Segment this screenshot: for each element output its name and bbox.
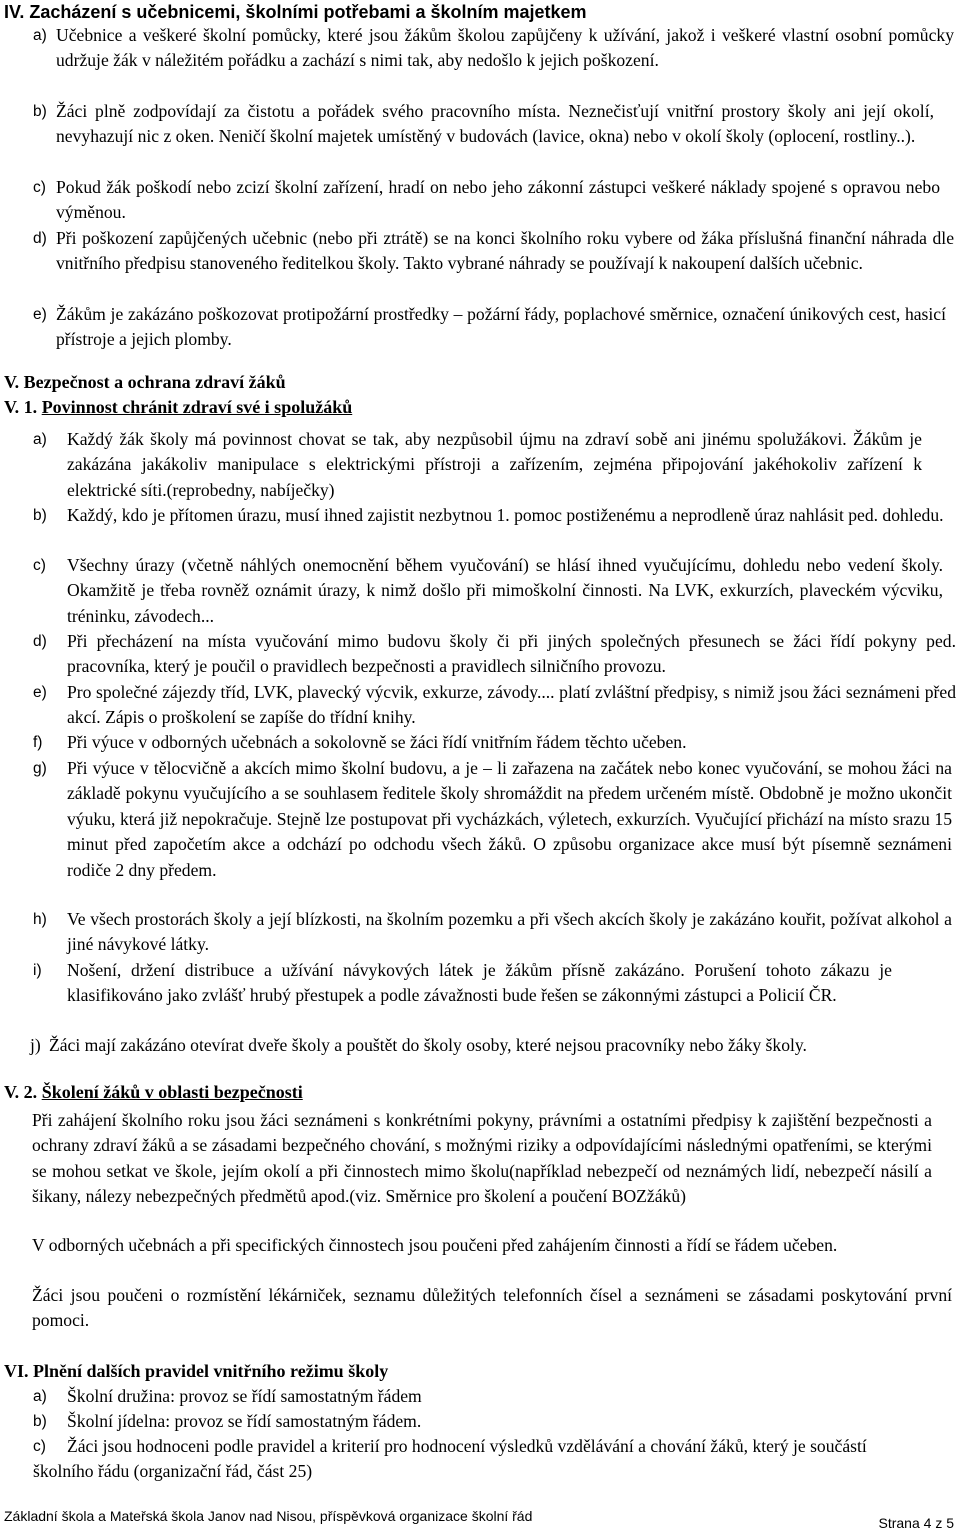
list-item: Žáci mají zakázáno otevírat dveře školy a pouštět do školy osoby, které nejsou pracovníky nebo žáky školy.	[49, 1035, 807, 1055]
list-marker: e)	[33, 306, 47, 323]
list-marker: c)	[33, 179, 46, 196]
list-marker: h)	[33, 911, 47, 928]
subsection-title: Povinnost chránit zdraví své i spolužáků	[41, 397, 353, 417]
section-v-title: V. Bezpečnost a ochrana zdraví žáků	[4, 372, 286, 392]
list-item: Při výuce v tělocvičně a akcích mimo školní budovu, a je – li zařazena na začátek nebo konec vyučování, se mohou žáci na základě pokynu vyučujícího a se souhlasem ředitele školy shromáždit na předem určeném místě. Obdobně je možno ukončit výuku, která již nepokračuje. Stejně lze postupovat při vycházkách, výletech, exkurzích. Vyučující přichází na místo srazu 15 minut před započetím akce a odchází po odchodu všech žáků. O způsobu organizace akce musí být písemně seznámeni rodiče 2 dny předem.	[67, 758, 952, 880]
list-marker: d)	[33, 230, 47, 247]
list-item: Při výuce v odborných učebnách a sokolovně se žáci řídí vnitřním řádem těchto učeben.	[67, 732, 687, 752]
list-item: Pro společné zájezdy tříd, LVK, plavecký výcvik, exkurze, závody.... platí zvláštní předpisy, s nimiž jsou žáci seznámeni před akcí. Zápis o proškolení se zapíše do třídní knihy.	[67, 682, 956, 728]
paragraph: Žáci jsou poučeni o rozmístění lékárniček, seznamu důležitých telefonních čísel a seznámeni se zásadami poskytování první pomoci.	[32, 1285, 952, 1331]
page-number: Strana 4 z 5	[878, 1515, 954, 1531]
paragraph: Při zahájení školního roku jsou žáci seznámeni s konkrétními pokyny, právními a ostatními předpisy k zajištění bezpečnosti a ochrany zdraví žáků a se zásadami bezpečného chování, s možnými riziky a odpovídajícími následnými opatřeními, se kterými se mohou setkat ve škole, jejím okolí a při činnostech mimo školu(například nebezpečí od neznámých lidí, nebezpečí násilí a šikany, nálezy nebezpečných předmětů apod.(viz. Směrnice pro školení a poučení BOZžáků)	[32, 1110, 932, 1207]
paragraph: V odborných učebnách a při specifických činnostech jsou poučeni před zahájením činnosti a řídí se řádem učeben.	[32, 1235, 838, 1255]
list-marker: f)	[33, 734, 43, 751]
list-marker: g)	[33, 760, 47, 777]
subsection-number: V. 2.	[4, 1082, 38, 1102]
subsection-number: V. 1.	[4, 397, 38, 417]
section-vi-title: VI. Plnění dalších pravidel vnitřního režimu školy	[4, 1361, 389, 1381]
list-item: Nošení, držení distribuce a užívání návykových látek je žákům přísně zakázáno. Porušení tohoto zákazu je klasifikováno jako zvlášť hrubý přestupek a podle závažnosti bude řešen se zákonnými zástupci a Policií ČR.	[67, 960, 892, 1006]
list-marker: e)	[33, 684, 47, 701]
list-item: Při poškození zapůjčených učebnic (nebo při ztrátě) se na konci školního roku vybere od žáka příslušná finanční náhrada dle vnitřního předpisu stanoveného ředitelkou školy. Takto vybrané náhrady se používají k nakoupení dalších učebnic.	[56, 228, 954, 274]
list-item: Každý žák školy má povinnost chovat se tak, aby nezpůsobil újmu na zdraví sobě ani jinému spolužákovi. Žákům je zakázána jakákoliv manipulace s elektrickými přístroji a zařízením, zejména připojování jakéhokoliv zařízení k elektrické síti.(reprobedny, nabíječky)	[67, 429, 922, 500]
page-footer: Základní škola a Mateřská škola Janov nad Nisou, příspěvková organizace školní řád	[4, 1508, 533, 1524]
section-iv-title: IV. Zacházení s učebnicemi, školními potřebami a školním majetkem	[4, 2, 587, 22]
list-marker: a)	[33, 1388, 47, 1405]
list-item: Ve všech prostorách školy a její blízkosti, na školním pozemku a při všech akcích školy je zakázáno kouřit, požívat alkohol a jiné návykové látky.	[67, 909, 952, 955]
list-marker: b)	[33, 507, 47, 524]
subsection-title: Školení žáků v oblasti bezpečnosti	[41, 1082, 303, 1102]
list-marker: d)	[33, 633, 47, 650]
list-item: Žáci jsou hodnoceni podle pravidel a kriterií pro hodnocení výsledků vzdělávání a chování žáků, který je součástí školního řádu (organizační řád, část 25)	[33, 1436, 867, 1482]
list-item: Školní družina: provoz se řídí samostatným řádem	[67, 1386, 422, 1406]
list-item: Školní jídelna: provoz se řídí samostatným řádem.	[67, 1411, 422, 1431]
list-item: Žákům je zakázáno poškozovat protipožární prostředky – požární řády, poplachové směrnice, označení únikových cest, hasicí přístroje a jejich plomby.	[56, 304, 946, 350]
subsection-v1-heading	[4, 397, 352, 418]
list-item: Všechny úrazy (včetně náhlých onemocnění během vyučování) se hlásí ihned vyučujícímu, dohledu nebo vedení školy. Okamžitě je třeba rovněž oznámit úrazy, k nimž došlo při mimoškolní činnosti. Na LVK, exkurzích, plaveckém výcviku, tréninku, závodech...	[67, 555, 943, 626]
subsection-v2-heading	[4, 1082, 303, 1103]
list-marker: j)	[30, 1035, 41, 1055]
list-item: Při přecházení na místa vyučování mimo budovu školy či při jiných společných přesunech se žáci řídí pokyny ped. pracovníka, který je poučil o pravidlech bezpečnosti a pravidlech silničního provozu.	[67, 631, 956, 677]
list-marker: c)	[33, 1438, 46, 1455]
list-item: Žáci plně zodpovídají za čistotu a pořádek svého pracovního místa. Neznečisťují vnitřní prostory školy ani její okolí, nevyhazují nic z oken. Neničí školní majetek umístěný v budovách (lavice, okna) nebo v okolí školy (oplocení, rostliny..).	[56, 101, 934, 147]
list-marker: a)	[33, 27, 47, 44]
list-marker: a)	[33, 431, 47, 448]
list-marker: i)	[33, 962, 42, 979]
list-item: Každý, kdo je přítomen úrazu, musí ihned zajistit nezbytnou 1. pomoc postiženému a neprodleně úraz nahlásit ped. dohledu.	[67, 505, 944, 525]
list-marker: b)	[33, 103, 47, 120]
list-marker: c)	[33, 557, 46, 574]
list-item: Učebnice a veškeré školní pomůcky, které jsou žákům školou zapůjčeny k užívání, jakož i veškeré vlastní osobní pomůcky udržuje žák v náležitém pořádku a zachází s nimi tak, aby nedošlo k jejich poškození.	[56, 25, 954, 71]
list-marker: b)	[33, 1413, 47, 1430]
list-item: Pokud žák poškodí nebo zcizí školní zařízení, hradí on nebo jeho zákonní zástupci veškeré náklady spojené s opravou nebo výměnou.	[56, 177, 940, 223]
